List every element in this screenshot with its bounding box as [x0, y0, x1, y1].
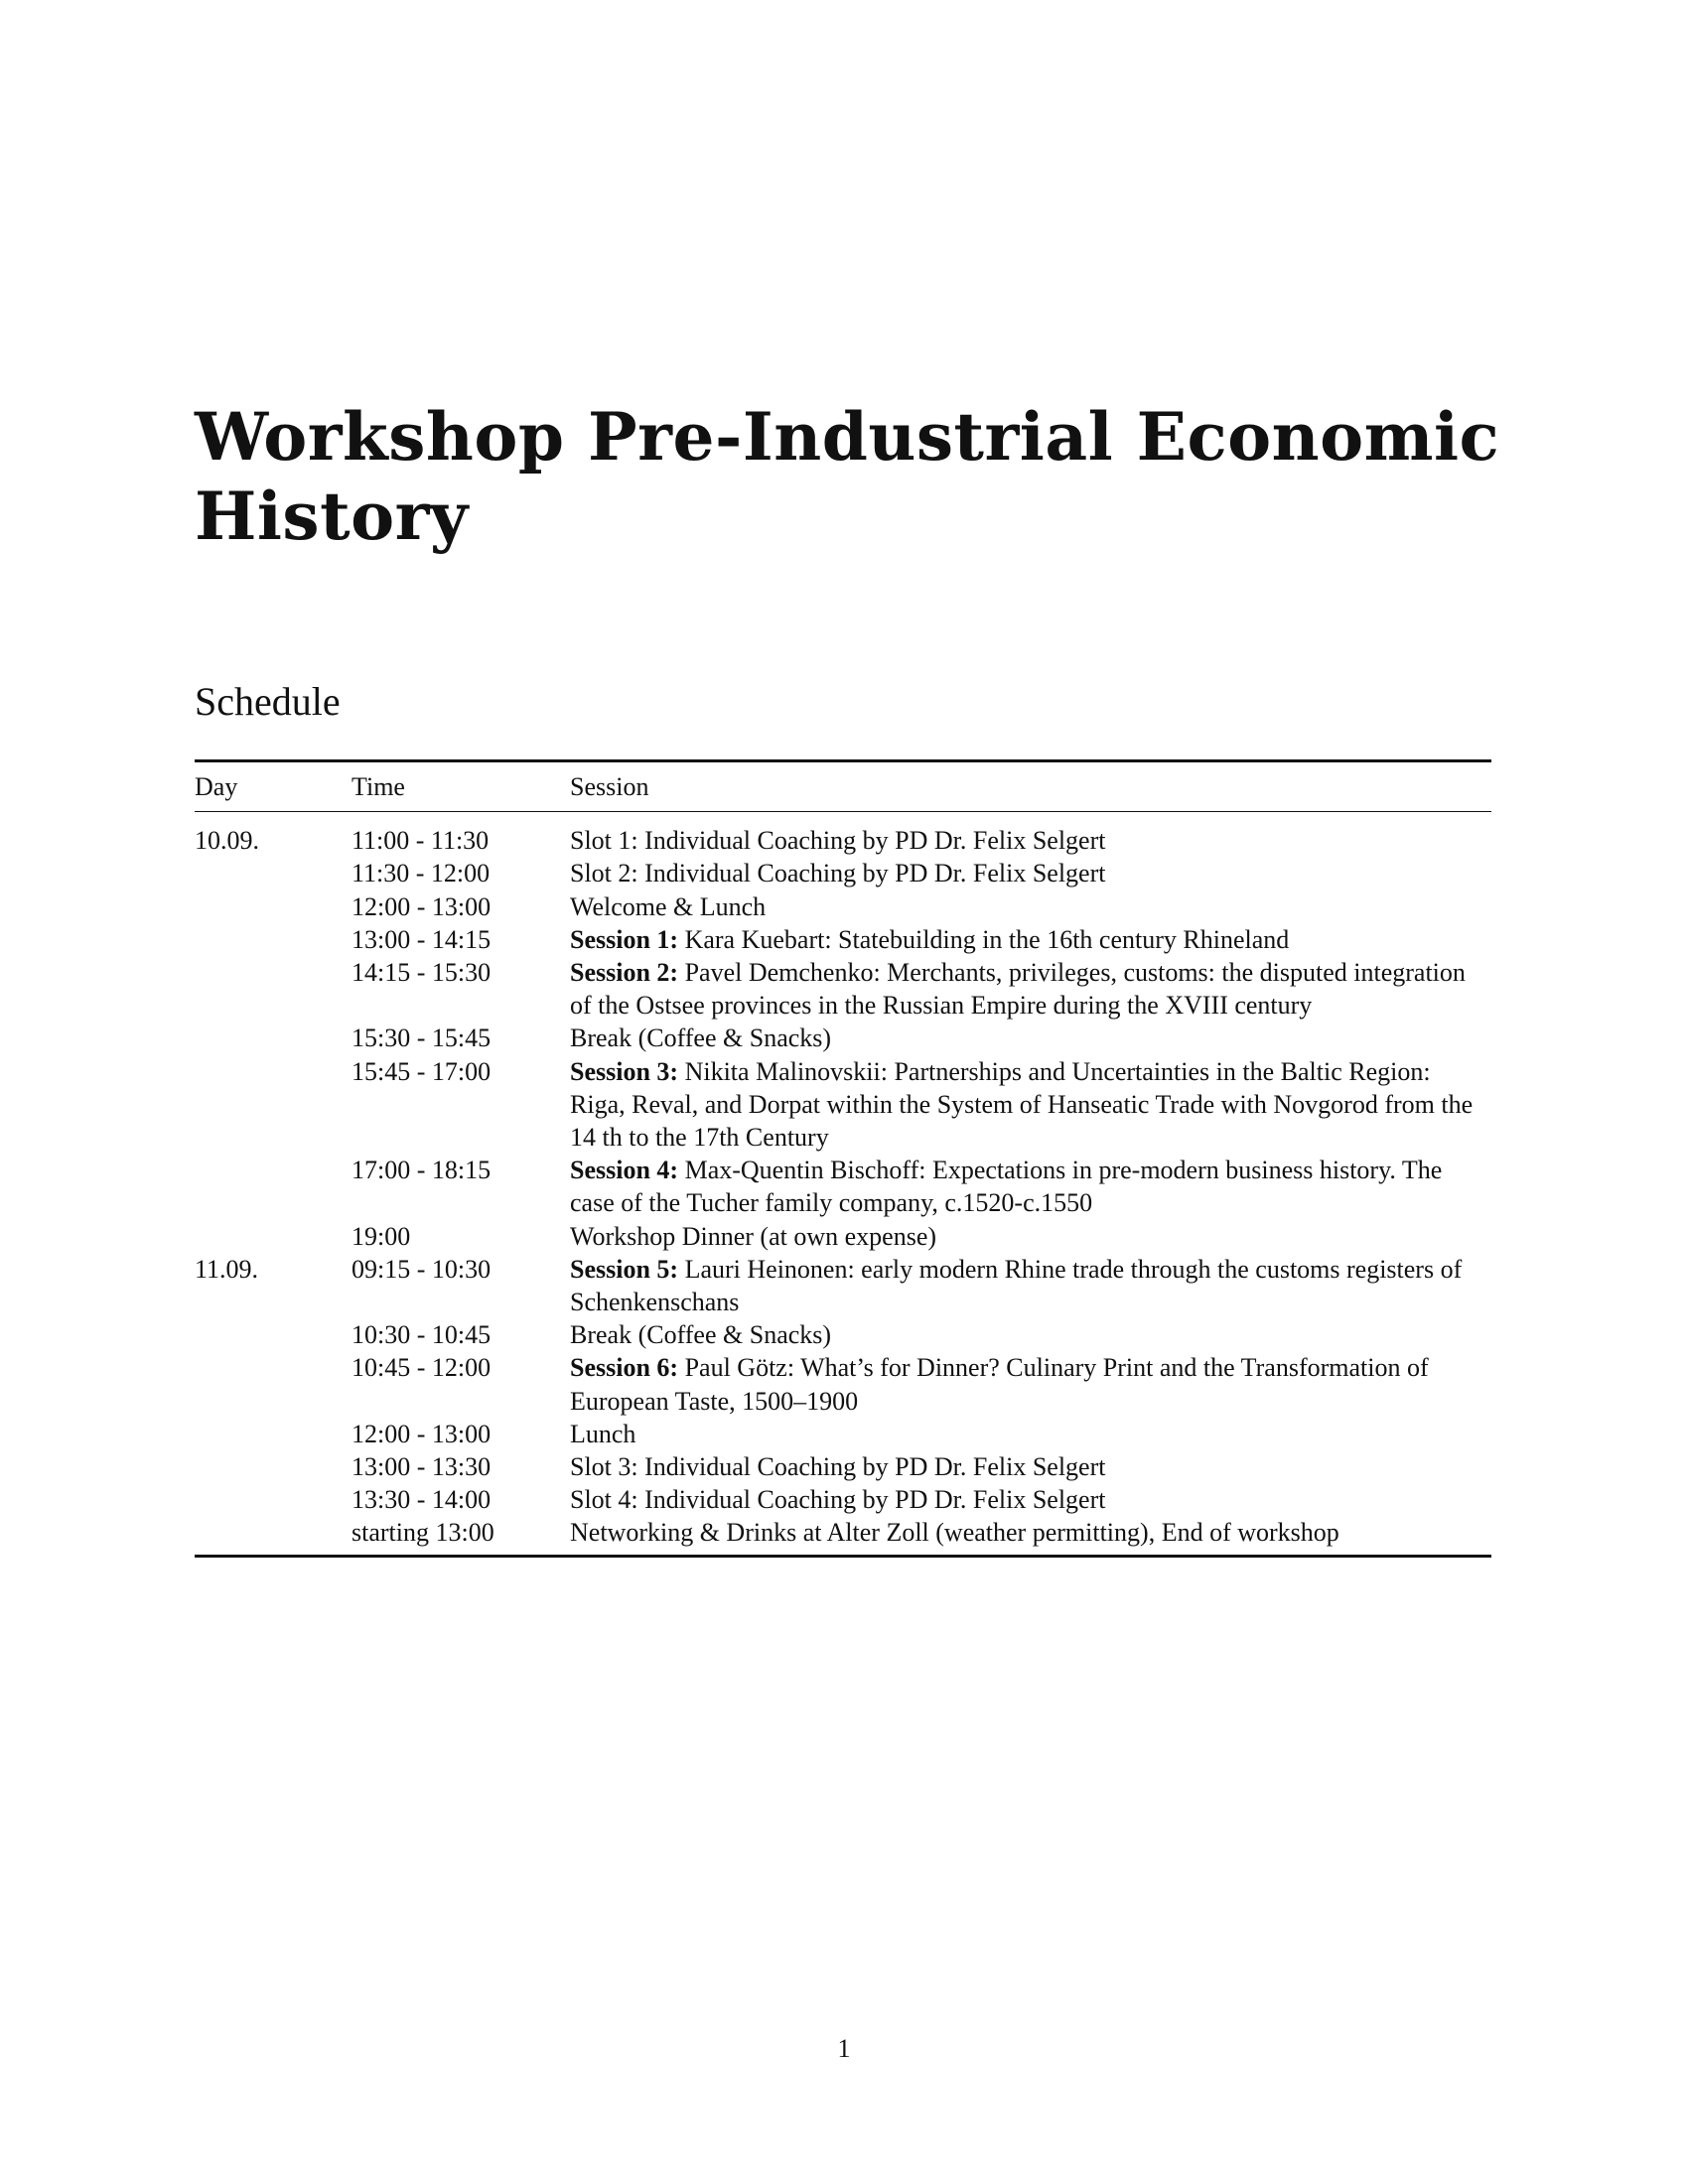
cell-time: 13:30 - 14:00	[352, 1485, 492, 1515]
cell-time: 09:15 - 10:30	[352, 1254, 492, 1284]
column-header-day: Day	[195, 772, 238, 801]
cell-session	[570, 857, 1491, 889]
cell-day: 11.09.	[195, 1254, 259, 1284]
session-text: Lunch	[570, 1419, 636, 1448]
table-row	[195, 956, 1491, 1022]
session-text: Welcome & Lunch	[570, 891, 767, 921]
cell-session	[570, 1220, 1491, 1253]
cell-day	[195, 1220, 352, 1253]
table-row	[195, 1253, 1491, 1318]
cell-session	[570, 1450, 1491, 1483]
table-row	[195, 1154, 1491, 1219]
table-row	[195, 923, 1491, 956]
table-row	[195, 1220, 1491, 1253]
session-text: Nikita Malinovskii: Partnerships and Uncertainties in the Baltic Region: Riga, Reval, and Dorpat within the System of Hanseatic Trade with Novgorod from the 14 th to the 17th Century	[570, 1056, 1474, 1153]
session-text: Break (Coffee & Snacks)	[570, 1320, 832, 1350]
table-row	[195, 890, 1491, 923]
cell-time: 17:00 - 18:15	[352, 1156, 492, 1185]
cell-day	[195, 1154, 352, 1219]
cell-time: 13:00 - 13:30	[352, 1452, 492, 1482]
session-text: Slot 1: Individual Coaching by PD Dr. Felix Selgert	[570, 826, 1106, 856]
table-row	[195, 1022, 1491, 1054]
cell-day	[195, 1318, 352, 1351]
cell-session	[570, 1055, 1491, 1155]
table-row	[195, 1351, 1491, 1417]
cell-day	[195, 1055, 352, 1155]
cell-time: 15:45 - 17:00	[352, 1056, 492, 1086]
session-text: Slot 4: Individual Coaching by PD Dr. Felix Selgert	[570, 1485, 1106, 1515]
cell-day	[195, 1022, 352, 1054]
cell-session	[570, 1351, 1491, 1417]
cell-session	[570, 1022, 1491, 1054]
session-label: Session 4:	[570, 1156, 679, 1185]
cell-session	[570, 1154, 1491, 1219]
section-heading-schedule: Schedule	[195, 679, 341, 724]
session-label: Session 1:	[570, 924, 679, 954]
cell-day	[195, 1418, 352, 1450]
cell-session	[570, 956, 1491, 1022]
cell-session	[570, 1318, 1491, 1351]
page-title: Workshop Pre-Industrial Economic History	[195, 398, 1500, 555]
table-row	[195, 1483, 1491, 1516]
cell-day	[195, 956, 352, 1022]
table-row	[195, 857, 1491, 889]
cell-session	[570, 812, 1491, 858]
session-text: Slot 2: Individual Coaching by PD Dr. Felix Selgert	[570, 859, 1106, 888]
session-text: Slot 3: Individual Coaching by PD Dr. Felix Selgert	[570, 1452, 1106, 1482]
cell-day	[195, 857, 352, 889]
table-row	[195, 812, 1491, 858]
column-header-session: Session	[570, 772, 649, 801]
session-text: Workshop Dinner (at own expense)	[570, 1221, 937, 1251]
cell-session	[570, 1483, 1491, 1516]
cell-time: 11:00 - 11:30	[352, 826, 490, 856]
table-header	[195, 761, 1491, 812]
cell-session	[570, 923, 1491, 956]
schedule-table	[195, 759, 1491, 1558]
cell-day	[195, 1351, 352, 1417]
table-body	[195, 812, 1491, 1556]
cell-time: 12:00 - 13:00	[352, 1419, 492, 1448]
cell-time: 15:30 - 15:45	[352, 1024, 492, 1053]
session-text: Paul Götz: What’s for Dinner? Culinary Print and the Transformation of European Taste, 1500–1900	[570, 1353, 1429, 1416]
cell-time: 10:45 - 12:00	[352, 1353, 492, 1383]
session-label: Session 3:	[570, 1056, 679, 1086]
cell-time: 13:00 - 14:15	[352, 924, 492, 954]
table-row	[195, 1450, 1491, 1483]
session-text: Max-Quentin Bischoff: Expectations in pre-modern business history. The case of the Tucher family company, c.1520-c.1550	[570, 1156, 1443, 1218]
session-label: Session 2:	[570, 958, 679, 988]
cell-time: 19:00	[352, 1221, 411, 1251]
table-row	[195, 1418, 1491, 1450]
session-text: Lauri Heinonen: early modern Rhine trade through the customs registers of Schenkenschans	[570, 1254, 1463, 1317]
cell-session	[570, 1418, 1491, 1450]
table-row	[195, 1055, 1491, 1155]
session-text: Break (Coffee & Snacks)	[570, 1024, 832, 1053]
table-row	[195, 1516, 1491, 1556]
cell-time: 11:30 - 12:00	[352, 859, 491, 888]
cell-day	[195, 890, 352, 923]
cell-day	[195, 923, 352, 956]
cell-time: 12:00 - 13:00	[352, 891, 492, 921]
session-label: Session 5:	[570, 1254, 679, 1284]
cell-session	[570, 1253, 1491, 1318]
cell-session	[570, 890, 1491, 923]
cell-session	[570, 1516, 1491, 1556]
cell-day	[195, 1516, 352, 1556]
cell-time: starting 13:00	[352, 1518, 494, 1548]
cell-day	[195, 1483, 352, 1516]
session-text: Pavel Demchenko: Merchants, privileges, customs: the disputed integration of the Ostsee provinces in the Russian Empire during the XVIII century	[570, 958, 1466, 1021]
table-row	[195, 1318, 1491, 1351]
cell-day	[195, 1450, 352, 1483]
page-number: 1	[837, 2034, 851, 2063]
cell-time: 10:30 - 10:45	[352, 1320, 492, 1350]
cell-time: 14:15 - 15:30	[352, 958, 492, 988]
cell-day: 10.09.	[195, 826, 259, 856]
table-header-row	[195, 761, 1491, 812]
session-text: Networking & Drinks at Alter Zoll (weather permitting), End of workshop	[570, 1518, 1339, 1548]
session-label: Session 6:	[570, 1353, 679, 1383]
session-text: Kara Kuebart: Statebuilding in the 16th century Rhineland	[678, 924, 1290, 954]
column-header-time: Time	[352, 772, 405, 801]
